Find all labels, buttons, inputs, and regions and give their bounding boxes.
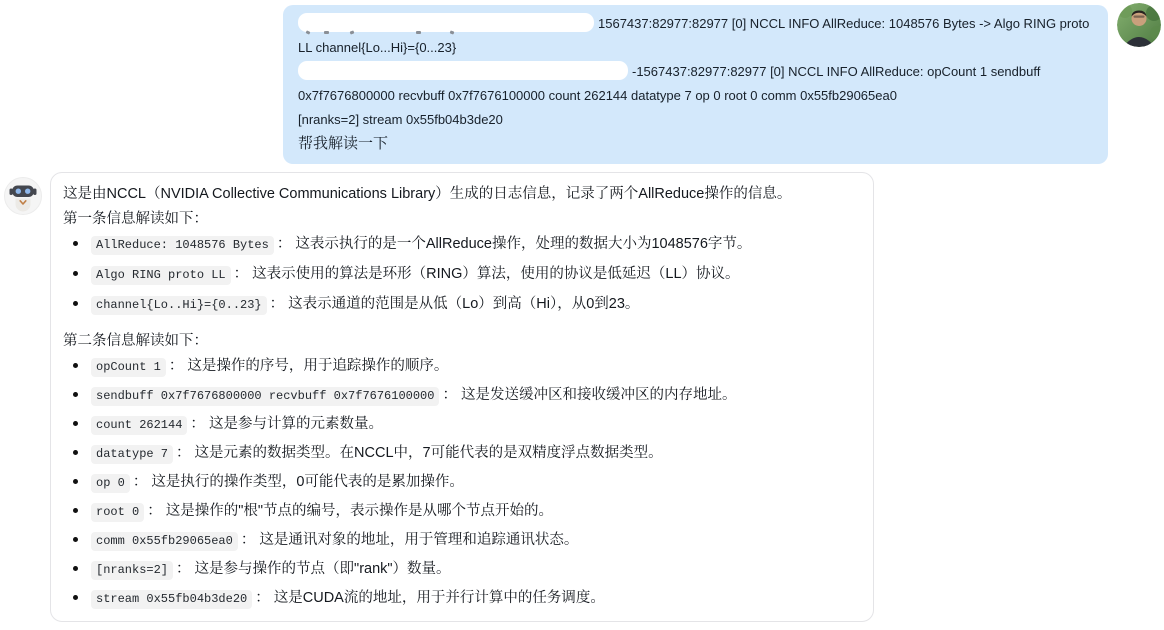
list-item [63, 472, 861, 493]
list-item [63, 294, 861, 315]
list-item [63, 414, 861, 435]
item-desc: ： 这表示通道的范围是从低（Lo）到高（Hi），从0到23。 [269, 296, 640, 312]
user-question: 帮我解读一下 [298, 135, 389, 152]
user-avatar [1117, 3, 1161, 47]
inline-code: channel{Lo..Hi}={0..23} [91, 296, 267, 315]
section2-heading: 第二条信息解读如下： [63, 333, 208, 349]
inline-code: count 262144 [91, 416, 187, 435]
item-desc: ： 这是执行的操作类型，0可能代表的是累加操作。 [132, 474, 464, 490]
list-item [63, 559, 861, 580]
list-item [63, 234, 861, 255]
assistant-avatar [4, 177, 42, 215]
inline-code: stream 0x55fb04b3de20 [91, 590, 252, 609]
log-text: LL channel{Lo...Hi}={0...23} [298, 40, 457, 55]
inline-code: op 0 [91, 474, 130, 493]
list-item [63, 385, 861, 406]
user-photo-icon [1117, 3, 1161, 47]
inline-code: opCount 1 [91, 358, 166, 377]
section1-heading: 第一条信息解读如下： [63, 211, 208, 227]
section2-list [63, 356, 861, 609]
item-desc: ： 这是参与计算的元素数量。 [190, 416, 383, 432]
list-item [63, 443, 861, 464]
item-desc: ： 这是元素的数据类型。在NCCL中，7可能代表的是双精度浮点数据类型。 [176, 445, 663, 461]
redaction-mark [298, 61, 628, 80]
log-line [298, 36, 1093, 60]
list-item [63, 588, 861, 609]
item-desc: ： 这是CUDA流的地址，用于并行计算中的任务调度。 [255, 590, 605, 606]
assistant-message-card [50, 172, 874, 622]
list-item [63, 530, 861, 551]
log-line [298, 108, 1093, 132]
list-item [63, 356, 861, 377]
section1-list [63, 234, 861, 315]
item-desc: ： 这表示使用的算法是环形（RING）算法，使用的协议是低延迟（LL）协议。 [233, 266, 740, 282]
item-desc: ： 这是参与操作的节点（即"rank"）数量。 [176, 561, 451, 577]
list-item [63, 501, 861, 522]
inline-code: Algo RING proto LL [91, 266, 231, 285]
redaction-mark [298, 13, 594, 32]
inline-code: comm 0x55fb29065ea0 [91, 532, 238, 551]
user-message-bubble [283, 5, 1108, 164]
inline-code: sendbuff 0x7f7676800000 recvbuff 0x7f7676100000 [91, 387, 439, 406]
inline-code: datatype 7 [91, 445, 173, 464]
log-text: 1567437:82977:82977 [0] NCCL INFO AllReduce: 1048576 Bytes -> Algo RING proto [598, 16, 1090, 31]
log-line [298, 12, 1093, 36]
item-desc: ： 这是发送缓冲区和接收缓冲区的内存地址。 [442, 387, 737, 403]
inline-code: AllReduce: 1048576 Bytes [91, 236, 274, 255]
inline-code: root 0 [91, 503, 144, 522]
item-desc: ： 这是通讯对象的地址，用于管理和追踪通讯状态。 [240, 532, 579, 548]
list-item [63, 264, 861, 285]
log-line [298, 84, 1093, 108]
robot-icon [4, 177, 42, 215]
item-desc: ： 这是操作的序号，用于追踪操作的顺序。 [168, 358, 449, 374]
item-desc: ： 这是操作的"根"节点的编号，表示操作是从哪个节点开始的。 [147, 503, 554, 519]
log-line [298, 60, 1093, 84]
log-text: -1567437:82977:82977 [0] NCCL INFO AllReduce: opCount 1 sendbuff [632, 64, 1041, 79]
inline-code: [nranks=2] [91, 561, 173, 580]
assistant-intro: 这是由NCCL（NVIDIA Collective Communications Library）生成的日志信息，记录了两个AllReduce操作的信息。 [63, 186, 792, 202]
log-text: [nranks=2] stream 0x55fb04b3de20 [298, 112, 503, 127]
log-text: 0x7f7676800000 recvbuff 0x7f7676100000 count 262144 datatype 7 op 0 root 0 comm 0x55fb29065ea0 [298, 88, 897, 103]
item-desc: ： 这表示执行的是一个AllReduce操作，处理的数据大小为1048576字节。 [276, 236, 752, 252]
